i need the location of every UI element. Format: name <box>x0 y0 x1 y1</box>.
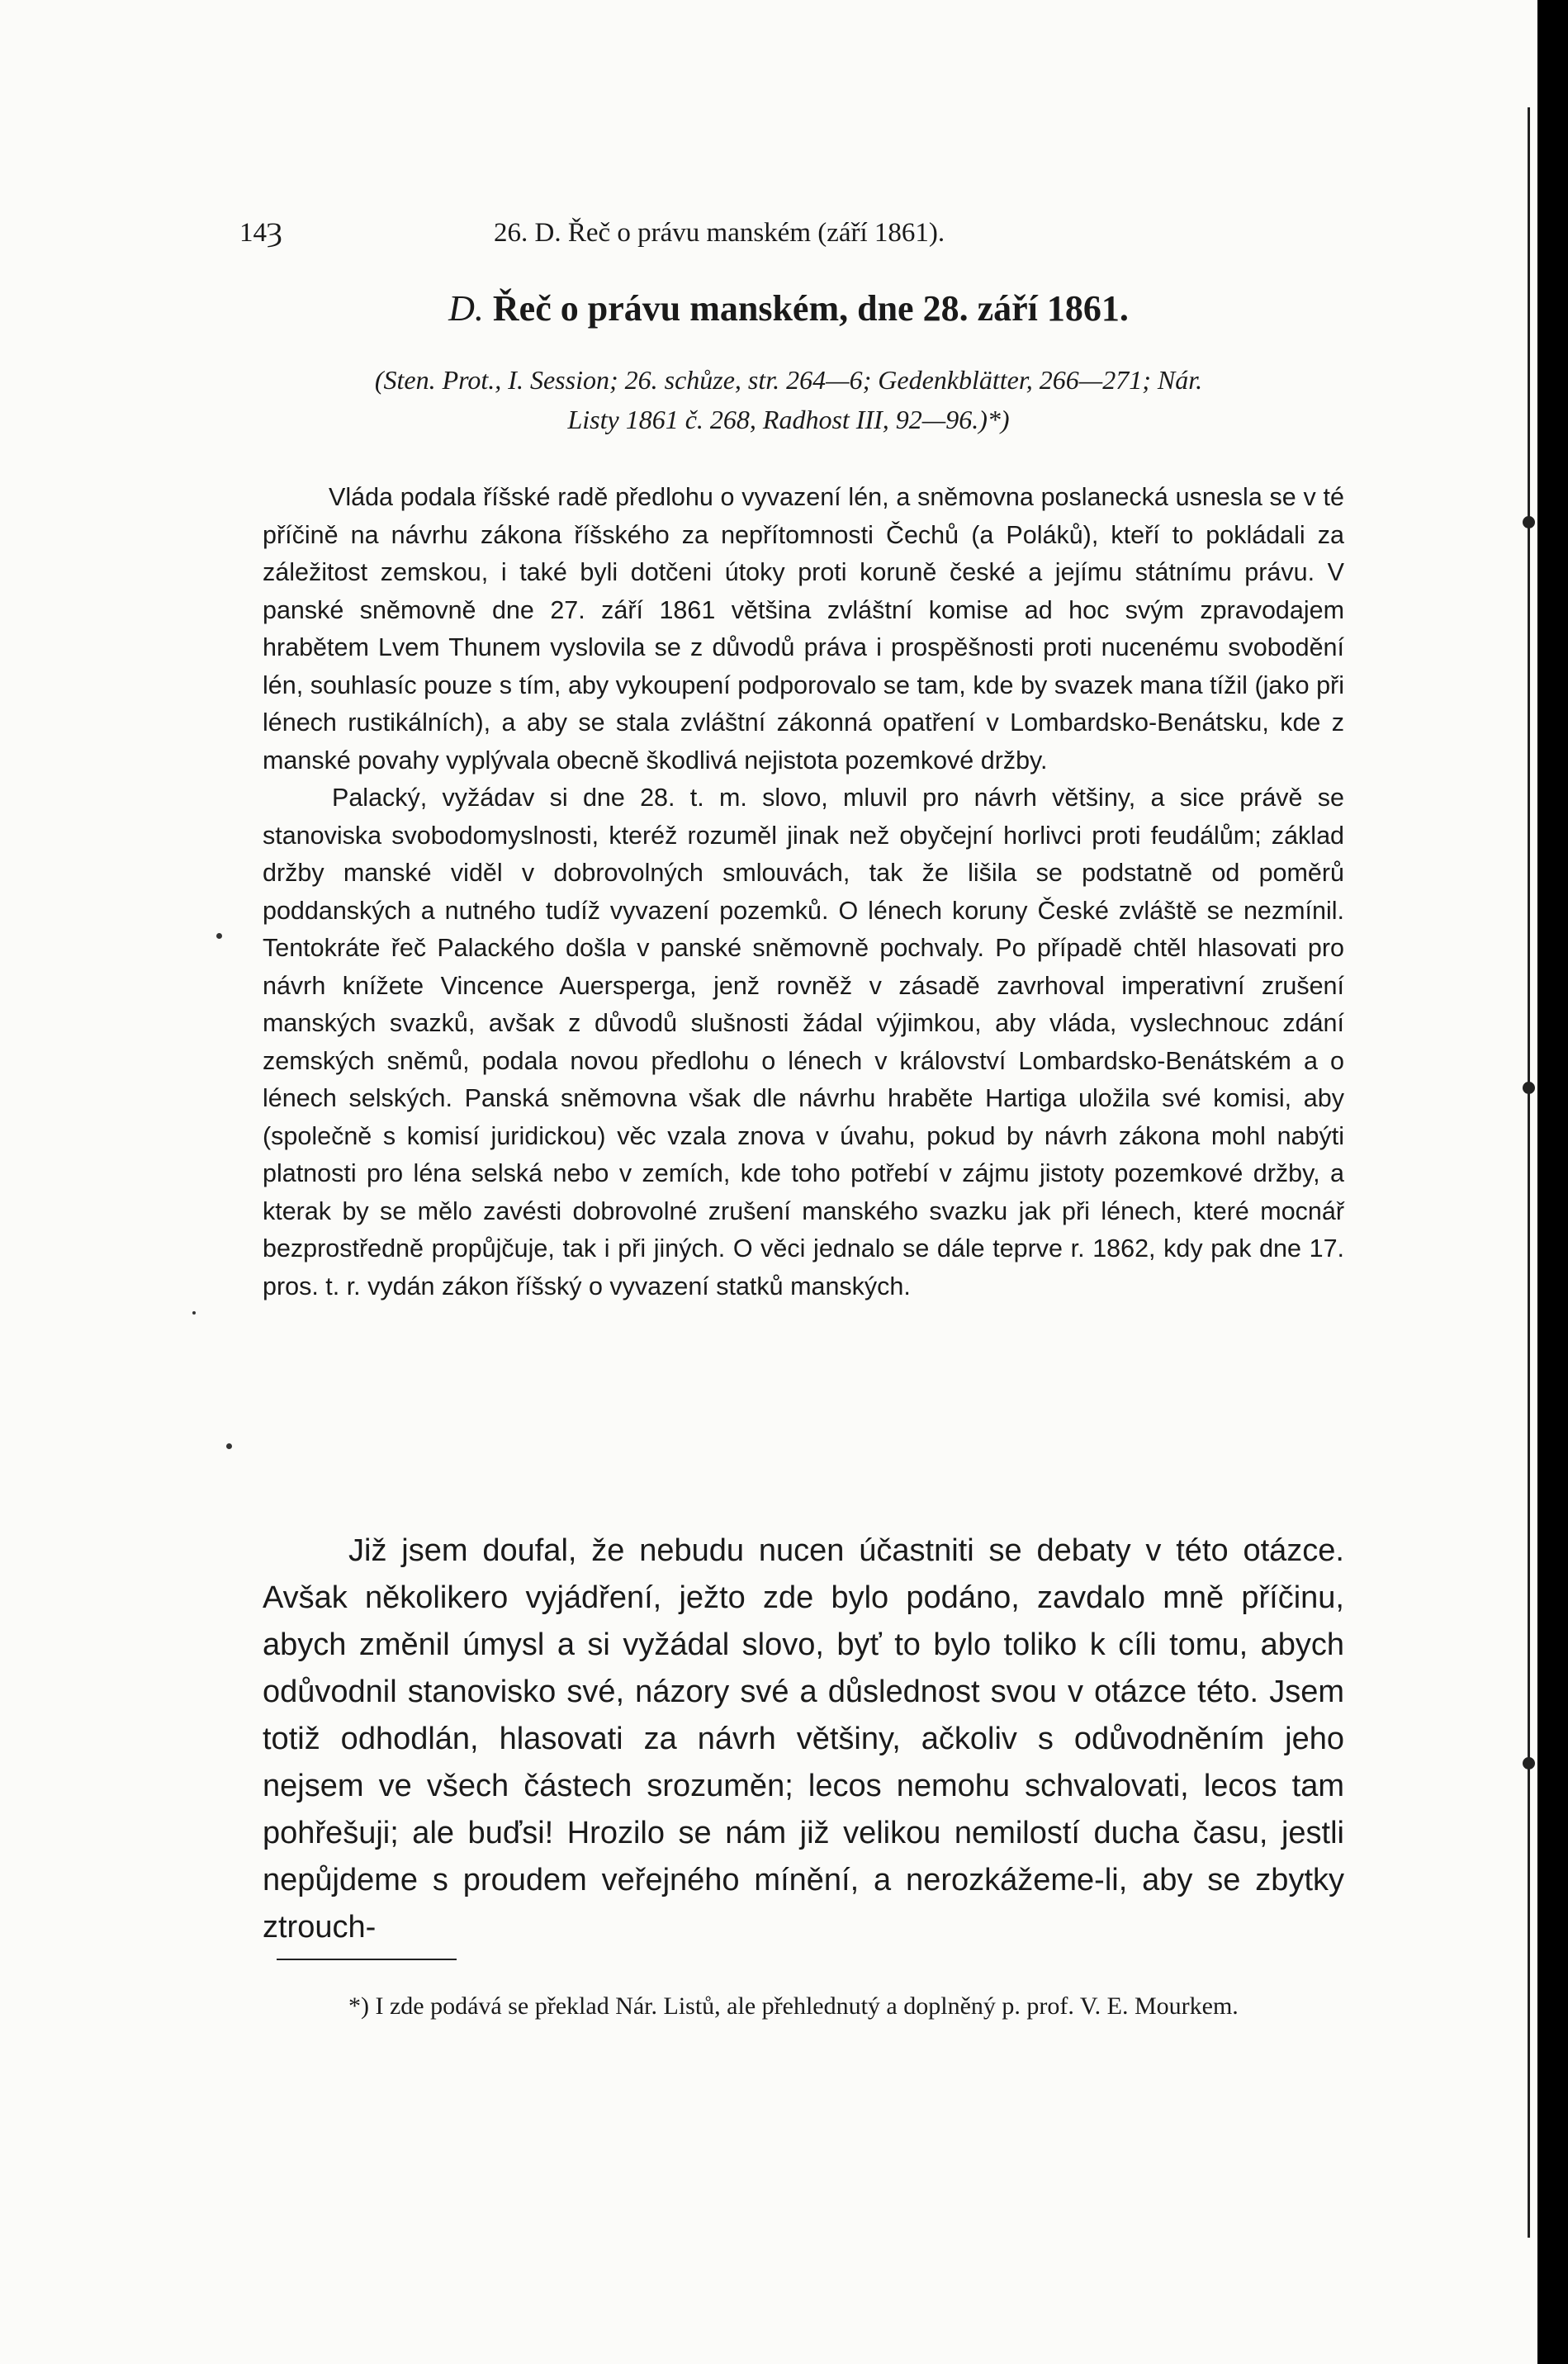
editorial-introduction <box>263 479 1344 1305</box>
page-edge-line <box>1528 107 1530 2238</box>
scan-speck <box>192 1311 196 1315</box>
edge-mark <box>1523 516 1535 528</box>
running-head <box>239 213 1329 263</box>
sources-citation <box>239 360 1338 439</box>
page-number: 14Ȝ <box>239 218 282 248</box>
speech-heading <box>239 287 1338 329</box>
intro-paragraph-2: Palacký, vyžádav si dne 28. t. m. slovo, mluvil pro návrh většiny, a sice právě se stanoviska svobodomyslnosti, kteréž rozuměl jinak než obyčejní horlivci proti feudálům; základ držby manské viděl v dobrovolných smlouvách, tak že lišila se podstatně od poměrů poddanských a nutného tudíž vyvazení pozemků. O lénech koruny České zvláště se nezmínil. Tentokráte řeč Palackého došla v panské sněmovně pochvaly. Po případě chtěl hlasovati pro návrh knížete Vincence Auersperga, jenž rovněž v zásadě zavrhoval imperativní zrušení manských svazků, avšak z důvodů slušnosti žádal výjimkou, aby vláda, vyslechnouc zdání zemských sněmů, podala novou předlohu o lénech v království Lombardsko-Benátském a o lénech selských. Panská sněmovna však dle návrhu hraběte Hartiga uložila své komisi, aby (společně s komisí juridickou) věc vzala znova v úvahu, pokud by návrh zákona mohl nabýti platnosti pro léna selská nebo v zemích, kde toho potřebí v zájmu jistoty pozemkové držby, a kterak by se mělo zavésti dobrovolné zrušení manského svazku jak při lénech, které mocnář bezprostředně propůjčuje, tak i při jiných. O věci jednalo se dále teprve r. 1862, kdy pak dne 17. pros. t. r. vydán zákon říšský o vyvazení statků manských. <box>263 784 1344 1300</box>
running-head-title: 26. D. Řeč o právu manském (září 1861). <box>494 218 945 248</box>
speech-text <box>263 1528 1344 1951</box>
scan-speck <box>226 1443 232 1449</box>
intro-paragraph-1: Vláda podala říšské radě předlohu o vyvazení lén, a sněmovna poslanecká usnesla se v té příčině na návrhu zákona říšského za nepřítomnosti Čechů (a Poláků), kteří to pokládali za záležitost zemskou, i také byli dotčeni útoky proti koruně české a jejímu státnímu právu. V panské sněmovně dne 27. září 1861 většina zvláštní komise ad hoc svým zpravodajem hrabětem Lvem Thunem vyslovila se z důvodů práva i prospěšnosti proti nucenému svobodění lén, souhlasíc pouze s tím, aby vykoupení podporovalo se tam, kde by svazek mana tížil (jako při lénech rustikálních), a aby se stala zvláštní zákonná opatření v Lombardsko-Benátsku, kde z manské povahy vyplývala obecně škodlivá nejistota pozemkové držby. <box>263 483 1344 775</box>
footnote-text: *) I zde podává se překlad Nár. Listů, ale přehlednutý a doplněný p. prof. V. E. Mourkem. <box>348 1992 1239 2020</box>
scan-speck <box>216 933 222 939</box>
edge-mark <box>1523 1082 1535 1094</box>
footnote-rule <box>277 1959 457 1960</box>
edge-mark <box>1523 1757 1535 1769</box>
sources-line-1: (Sten. Prot., I. Session; 26. schůze, str. 264—6; Gedenkblätter, 266—271; Nár. <box>374 365 1203 395</box>
heading-title: Řeč o právu manském, dne 28. září 1861. <box>492 288 1129 329</box>
sources-line-2: Listy 1861 č. 268, Radhost III, 92—96.)*) <box>567 405 1010 434</box>
footnote <box>263 1988 1344 2024</box>
speech-paragraph-1: Již jsem doufal, že nebudu nucen účastniti se debaty v této otázce. Avšak několikero vyjádření, ježto zde bylo podáno, zavdalo mně příčinu, abych změnil úmysl a si vyžádal slovo, byť to bylo toliko k cíli tomu, abych odůvodnil stanovisko své, názory své a důslednost svou v otázce této. Jsem totiž odhodlán, hlasovati za návrh většiny, ačkoliv s odůvodněním jeho nejsem ve všech částech srozuměn; lecos nemohu schvalovati, lecos tam pohřešuji; ale buďsi! Hrozilo se nám již velikou nemilostí ducha času, jestli nepůjdeme s proudem veřejného mínění, a nerozkážeme-li, aby se zbytky ztrouch- <box>263 1533 1344 1945</box>
heading-letter: D. <box>448 288 484 329</box>
